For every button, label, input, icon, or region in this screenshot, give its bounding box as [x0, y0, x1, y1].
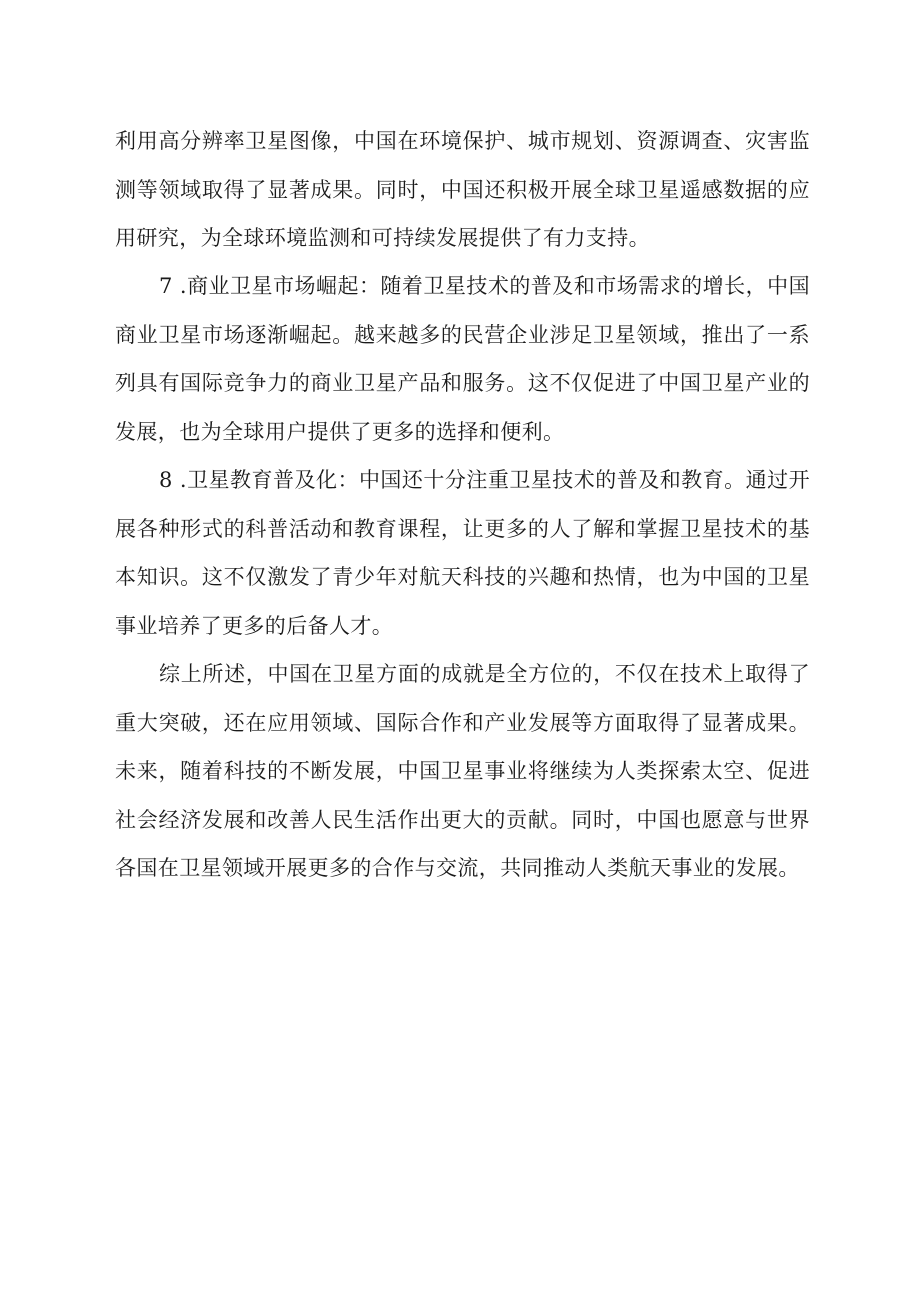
paragraph-remote-sensing-continued: 利用高分辨率卫星图像，中国在环境保护、城市规划、资源调查、灾害监测等领域取得了显著成果。同时，中国还积极开展全球卫星遥感数据的应用研究，为全球环境监测和可持续发展提供了有力支持。 — [115, 129, 810, 250]
paragraph-commercial-satellite-market: 7 .商业卫星市场崛起：随着卫星技术的普及和市场需求的增长，中国商业卫星市场逐渐崛起。越来越多的民营企业涉足卫星领域，推出了一系列具有国际竞争力的商业卫星产品和服务。这不仅促进了中国卫星产业的发展，也为全球用户提供了更多的选择和便利。 — [115, 274, 810, 444]
paragraph-satellite-education: 8 .卫星教育普及化：中国还十分注重卫星技术的普及和教育。通过开展各种形式的科普活动和教育课程，让更多的人了解和掌握卫星技术的基本知识。这不仅激发了青少年对航天科技的兴趣和热情，也为中国的卫星事业培养了更多的后备人才。 — [115, 468, 810, 638]
paragraph-summary: 综上所述，中国在卫星方面的成就是全方位的，不仅在技术上取得了重大突破，还在应用领域、国际合作和产业发展等方面取得了显著成果。未来，随着科技的不断发展，中国卫星事业将继续为人类探索太空、促进社会经济发展和改善人民生活作出更大的贡献。同时，中国也愿意与世界各国在卫星领域开展更多的合作与交流，共同推动人类航天事业的发展。 — [115, 662, 810, 880]
